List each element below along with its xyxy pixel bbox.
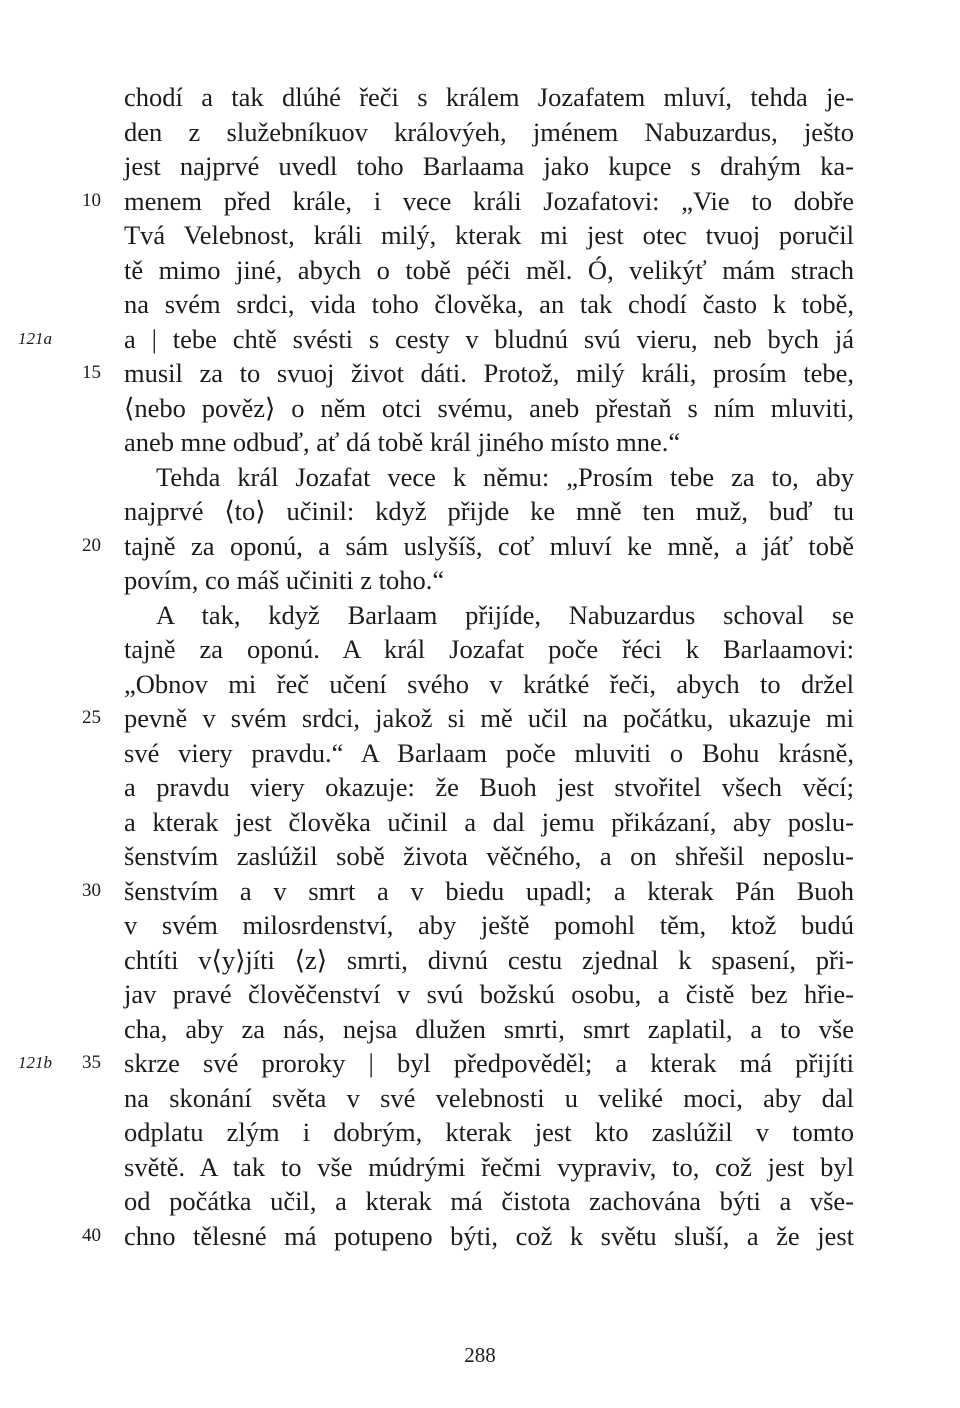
- line-number: 40: [82, 1225, 101, 1246]
- line-number: 25: [82, 707, 101, 728]
- text-line: tě mimo jiné, abych o tobě péči měl. Ó, velikýť mám strach: [124, 255, 854, 285]
- text-line: menem před krále, i vece králi Jozafatovi: „Vie to dobře: [124, 186, 854, 216]
- text-line: den z služebníkuov královýeh, jménem Nabuzardus, ješto: [124, 117, 854, 147]
- text-line: chodí a tak dlúhé řeči s králem Jozafatem mluví, tehda je-: [124, 82, 854, 112]
- text-line: aneb mne odbuď, ať dá tobě král jiného místo mne.“: [124, 427, 681, 457]
- line-number: 35: [82, 1052, 101, 1073]
- paragraph-first-line: A tak, když Barlaam přijíde, Nabuzardus schoval se: [156, 600, 854, 630]
- text-line: na skonání světa v své velebnosti u veliké moci, aby dal: [124, 1083, 854, 1113]
- text-line: musil za to svuoj život dáti. Protož, milý králi, prosím tebe,: [124, 358, 854, 388]
- text-line: světě. A tak to vše múdrými řečmi vypraviv, to, což jest byl: [124, 1152, 854, 1182]
- text-line: šenstvím a v smrt a v biedu upadl; a kterak Pán Buoh: [124, 876, 854, 906]
- text-line: a kterak jest člověka učinil a dal jemu přikázaní, aby poslu-: [124, 807, 854, 837]
- text-line: a pravdu viery okazuje: že Buoh jest stvořitel všech věcí;: [124, 772, 854, 802]
- text-line: šenstvím zaslúžil sobě života věčného, a on shřešil neposlu-: [124, 841, 854, 871]
- folio-mark: 121b: [18, 1053, 52, 1072]
- text-line: a | tebe chtě svésti s cesty v bludnú svú vieru, neb bych já: [124, 324, 854, 354]
- text-line: tajně za oponú. A král Jozafat poče řéci k Barlaamovi:: [124, 634, 854, 664]
- text-line: odplatu zlým i dobrým, kterak jest kto zaslúžil v tomto: [124, 1117, 854, 1147]
- page-number: 288: [464, 1343, 496, 1367]
- line-number: 20: [82, 535, 101, 556]
- text-line: své viery pravdu.“ A Barlaam poče mluviti o Bohu krásně,: [124, 738, 854, 768]
- line-number: 15: [82, 362, 101, 383]
- text-line: najprvé ⟨to⟩ učinil: když přijde ke mně ten muž, buď tu: [124, 496, 854, 526]
- text-line: Tvá Velebnost, králi milý, kterak mi jest otec tvuoj poručil: [124, 220, 854, 250]
- line-number: 10: [82, 190, 101, 211]
- paragraph-first-line: Tehda král Jozafat vece k němu: „Prosím tebe za to, aby: [156, 462, 854, 492]
- line-number: 30: [82, 880, 101, 901]
- text-line: chno tělesné má potupeno býti, což k světu sluší, a že jest: [124, 1221, 854, 1251]
- text-line: od počátka učil, a kterak má čistota zachována býti a vše-: [124, 1186, 854, 1216]
- text-line: ⟨nebo pověz⟩ o něm otci svému, aneb přestaň s ním mluviti,: [124, 393, 854, 423]
- folio-mark: 121a: [18, 329, 52, 348]
- text-line: v svém milosrdenství, aby ještě pomohl těm, ktož budú: [124, 910, 854, 940]
- text-line: tajně za oponú, a sám uslyšíš, coť mluví ke mně, a jáť tobě: [124, 531, 854, 561]
- text-line: jav pravé člověčenství v svú božskú osobu, a čistě bez hřie-: [124, 979, 854, 1009]
- text-line: cha, aby za nás, nejsa dlužen smrti, smrt zaplatil, a to vše: [124, 1014, 854, 1044]
- text-line: „Obnov mi řeč učení svého v krátké řeči, abych to držel: [124, 669, 854, 699]
- text-line: chtíti v⟨y⟩jíti ⟨z⟩ smrti, divnú cestu zjednal k spasení, při-: [124, 945, 854, 975]
- text-line: skrze své proroky | byl předpověděl; a kterak má přijíti: [124, 1048, 854, 1078]
- text-line: povím, co máš učiniti z toho.“: [124, 565, 445, 595]
- text-line: pevně v svém srdci, jakož si mě učil na počátku, ukazuje mi: [124, 703, 854, 733]
- text-line: na svém srdci, vida toho člověka, an tak chodí často k tobě,: [124, 289, 854, 319]
- text-line: jest najprvé uvedl toho Barlaama jako kupce s drahým ka-: [124, 151, 854, 181]
